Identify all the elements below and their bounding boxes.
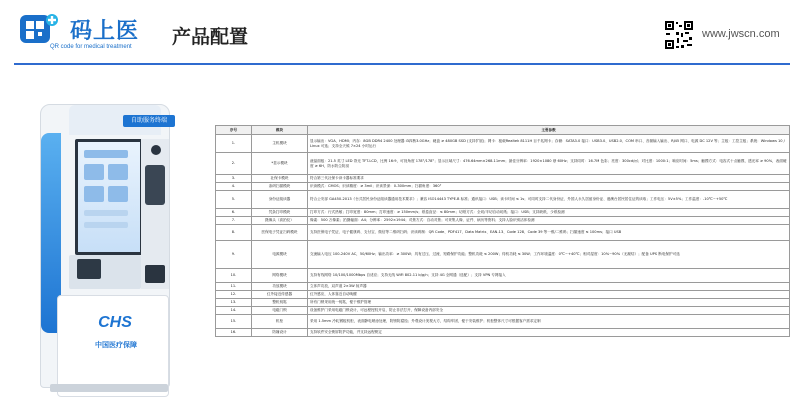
row-number: 8.	[216, 225, 252, 241]
table-row	[216, 209, 790, 217]
table-row	[216, 175, 790, 183]
row-module: 条码扫描模块	[252, 183, 308, 191]
kiosk-sign: 自助服务终端	[123, 115, 175, 127]
row-module: 身份证阅读器	[252, 191, 308, 209]
row-spec: 打印方式：行式热敏；打印宽度：80mm；打印速度：≥ 150mm/s；纸卷直径：≤ 80mm；切纸方式：全切/半切自动切纸；接口：USB；支持缺纸、少纸检测	[308, 209, 790, 217]
screen-ui-tile	[84, 186, 104, 202]
table-row	[216, 217, 790, 225]
row-number: 10.	[216, 269, 252, 283]
row-spec: 采用 1.5mm 冷轧钢板机柜，表面静电喷涂处理，防锈防腐蚀；外观设计美观大方，结构牢固，便于安装维护；机柜整体尺寸可根据客户需求定制	[308, 315, 790, 329]
row-spec: 显示输出：VGA、HDMI；内存：8GB DDR4 2400 处理器 i3四核3.0GHz；硬盘 ≥ 480GB SSD (支持扩展)；网卡：板载Realtek 8111H 百千兆网卡；存储：SATA3.0 接口：USB3.0、USB2.0、COM 串口、音频输入输出、RJ45 网口、电源 DC 12V 等；主板：工控主板；系统：Windows 10 / Linux 可选；支持全天候 7×24 小时运行	[308, 135, 790, 153]
row-spec: 立体声功放，双声道 2×3W 扬声器	[308, 283, 790, 291]
brand-logo	[12, 8, 172, 56]
brand-tagline: QR code for medical treatment	[50, 44, 132, 50]
row-number: 11.	[216, 283, 252, 291]
table-row	[216, 135, 790, 153]
row-module: 电磁门锁	[252, 307, 308, 315]
page-header	[0, 0, 800, 64]
kiosk-base	[50, 384, 168, 392]
kiosk-lower-cabinet	[57, 295, 169, 397]
row-spec: 红外感应，人体靠近自动唤醒	[308, 291, 790, 299]
table-row	[216, 329, 790, 337]
row-number: 14.	[216, 307, 252, 315]
table-row	[216, 283, 790, 291]
screen-ui-bar	[84, 222, 128, 228]
row-module: 摄像头（高拍仪）	[252, 217, 308, 225]
row-number: 4.	[216, 183, 252, 191]
row-spec: 液晶面板：21.5 英寸 LED 背光 TFT-LCD，比例 16:9，可视角度 178°/178°；显示区域尺寸：476.64mm×268.11mm；最佳分辨率：1920×1080 @ 60Hz；支持同时：16.7M 色彩；亮度：300cd/㎡；对比度：1000:1；响应时间：5ms；触摸方式：电容式十点触摸，透光率 ≥ 90%，表面硬度 ≥ 6H，防水防尘防刮	[308, 153, 790, 175]
table-row	[216, 315, 790, 329]
table-row	[216, 299, 790, 307]
website-url: www.jwscn.com	[702, 28, 780, 40]
row-number: 13.	[216, 299, 252, 307]
row-module: 整机钥匙	[252, 299, 308, 307]
screen-ui-tile	[108, 164, 128, 180]
row-module: *显示模块	[252, 153, 308, 175]
kiosk-screen	[75, 139, 143, 255]
row-number: 2.	[216, 153, 252, 175]
row-spec: 符合公安部 GA450-2013《台式居民身份证阅读器通用技术要求》；兼容 ISO14443 TYPE-B 标准；通讯接口：USB；读卡时间 ≤ 1s；可同时支持二代身份证、外国人永久居留身份证、港澳台居民居住证的读取；工作电压：5V±5%；工作温度：-10℃~+50℃	[308, 191, 790, 209]
row-module: 医保电子凭证扫码模块	[252, 225, 308, 241]
row-module: 主机模块	[252, 135, 308, 153]
row-spec: 交流输入电压 100-240V AC，50/60Hz；输出功率：≥ 300W；具有过压、过流、短路保护功能；整机功耗 ≤ 200W；待机功耗 ≤ 30W；工作环境温度：0℃~+40℃；相对湿度：10%~90%（无凝结）；配备 UPS 断电保护可选	[308, 241, 790, 269]
table-row	[216, 191, 790, 209]
qr-medical-logo-icon	[18, 12, 60, 46]
row-module: 防撞设计	[252, 329, 308, 337]
row-module: 网络模块	[252, 269, 308, 283]
keypad-icon	[77, 259, 101, 279]
col-header-no: 序号	[216, 126, 252, 135]
col-header-spec: 主要参数	[308, 126, 790, 135]
row-number: 15.	[216, 315, 252, 329]
screen-ui-tile	[84, 164, 104, 180]
kiosk-body	[40, 104, 170, 388]
table-row	[216, 269, 790, 283]
brand-name: 码上医	[70, 19, 140, 44]
row-number: 5.	[216, 191, 252, 209]
page-title: 产品配置	[172, 26, 249, 48]
spec-table	[215, 125, 790, 337]
screen-ui-bar	[84, 150, 128, 158]
row-spec: 识读模式：CMOS；识读精度：≥ 3mil；识读景深：0-300mm；扫描角度：360°	[308, 183, 790, 191]
row-module: 社保卡模块	[252, 175, 308, 183]
camera-icon	[151, 145, 161, 155]
row-module: 电源模块	[252, 241, 308, 269]
table-row	[216, 307, 790, 315]
table-row	[216, 153, 790, 175]
row-number: 6.	[216, 209, 252, 217]
table-header-row	[216, 126, 790, 135]
printer-slot-icon	[145, 265, 165, 283]
card-reader-icon	[145, 165, 165, 205]
chs-logo: CHS	[98, 314, 132, 331]
screen-ui-bar	[84, 210, 128, 216]
row-number: 16.	[216, 329, 252, 337]
row-module: 功放模块	[252, 283, 308, 291]
table-row	[216, 183, 790, 191]
table-row	[216, 241, 790, 269]
row-number: 7.	[216, 217, 252, 225]
row-spec: 支持有线网络 10/100/1000Mbps 自适应；支持无线 WiFi 802.11 b/g/n；支持 4G 全网通（选配）；支持 VPN 专网接入	[308, 269, 790, 283]
row-spec: 支持医保电子凭证、电子健康码、支付宝、微信等二维码扫码；识读码制：QR Code、PDF417、Data Matrix、EAN-13、Code 128、Code 39 等一维/二维码；扫描速度 ≤ 100ms；接口 USB	[308, 225, 790, 241]
spec-table-body	[216, 135, 790, 337]
table-row	[216, 225, 790, 241]
chs-label: 中国医疗保障	[95, 341, 137, 349]
row-spec: 像素：500 万像素；拍摄幅面：A4；分辨率：2592×1944；对焦方式：自动对焦；可采集人像、证件、病历等资料；支持人脸识别活体检测	[308, 217, 790, 225]
table-row	[216, 291, 790, 299]
row-module: 红外接近传感器	[252, 291, 308, 299]
kiosk-product-image	[36, 92, 178, 398]
row-spec: 所有门锁采用统一钥匙，便于维护管理	[308, 299, 790, 307]
row-spec: 支持软件安全锁屏防护功能，并支持远程锁定	[308, 329, 790, 337]
header-divider	[14, 63, 790, 65]
row-spec: 符合第三代社保卡读卡器标准要求	[308, 175, 790, 183]
row-number: 9.	[216, 241, 252, 269]
col-header-module: 模块	[252, 126, 308, 135]
row-module: 机柜	[252, 315, 308, 329]
row-spec: 设备维护门采用电磁门锁设计，可远程授权开启，防止非法打开，保障设备内部安全	[308, 307, 790, 315]
screen-ui-tile	[108, 186, 128, 202]
row-number: 12.	[216, 291, 252, 299]
row-number: 1.	[216, 135, 252, 153]
row-module: 凭条打印模块	[252, 209, 308, 217]
qr-code-icon	[664, 20, 694, 50]
row-number: 3.	[216, 175, 252, 183]
kiosk-top-housing	[69, 105, 167, 135]
